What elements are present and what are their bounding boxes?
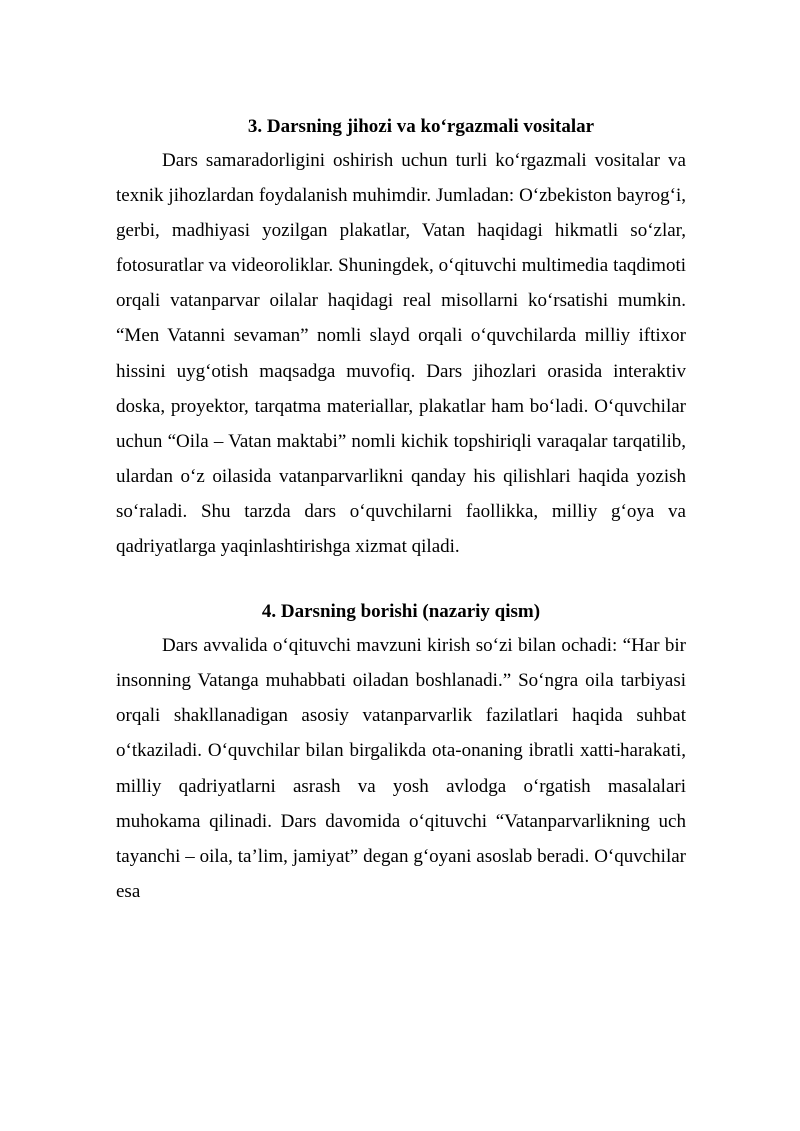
section-paragraph: Dars samaradorligini oshirish uchun turli ko‘rgazmali vositalar va texnik jihozlardan foydalanish muhimdir. Jumladan: O‘zbekiston bayrog‘i, gerbi, madhiyasi yozilgan plakatlar, Vatan haqidagi hikmatli so‘zlar, fotosuratlar va videoroliklar. Shuningdek, o‘qituvchi multimedia taqdimoti orqali vatanparvar oilalar haqidagi real misollarni ko‘rsatishi mumkin. “Men Vatanni sevaman” nomli slayd orqali o‘quvchilarda milliy iftixor hissini uyg‘otish maqsadga muvofiq. Dars jihozlari orasida interaktiv doska, proyektor, tarqatma materiallar, plakatlar ham bo‘ladi. O‘quvchilar uchun “Oila – Vatan maktabi” nomli kichik topshiriqli varaqalar tarqatilib, ulardan o‘z oilasida vatanparvarlikni qanday his qilishlari haqida yozish so‘raladi. Shu tarzda dars o‘quvchilarni faollikka, milliy g‘oya va qadriyatlarga yaqinlashtirishga xizmat qiladi. <box>116 150 686 558</box>
section-heading: 4. Darsning borishi (nazariy qism) <box>261 601 541 623</box>
document-content <box>116 111 686 909</box>
section-spacer <box>116 564 686 596</box>
section-paragraph: Dars avvalida o‘qituvchi mavzuni kirish so‘zi bilan ochadi: “Har bir insonning Vatanga muhabbati oiladan boshlanadi.” So‘ngra oila tarbiyasi orqali shakllanadigan asosiy vatanparvarlik fazilatlari haqida suhbat o‘tkaziladi. O‘quvchilar bilan birgalikda ota-onaning ibratli xatti-harakati, milliy qadriyatlarni asrash va yosh avlodga o‘rgatish masalalari muhokama qilinadi. Dars davomida o‘qituvchi “Vatanparvarlikning uch tayanchi – oila, ta’lim, jamiyat” degan g‘oyani asoslab beradi. O‘quvchilar esa <box>116 635 686 902</box>
section-heading: 3. Darsning jihozi va ko‘rgazmali vositalar <box>247 116 595 137</box>
